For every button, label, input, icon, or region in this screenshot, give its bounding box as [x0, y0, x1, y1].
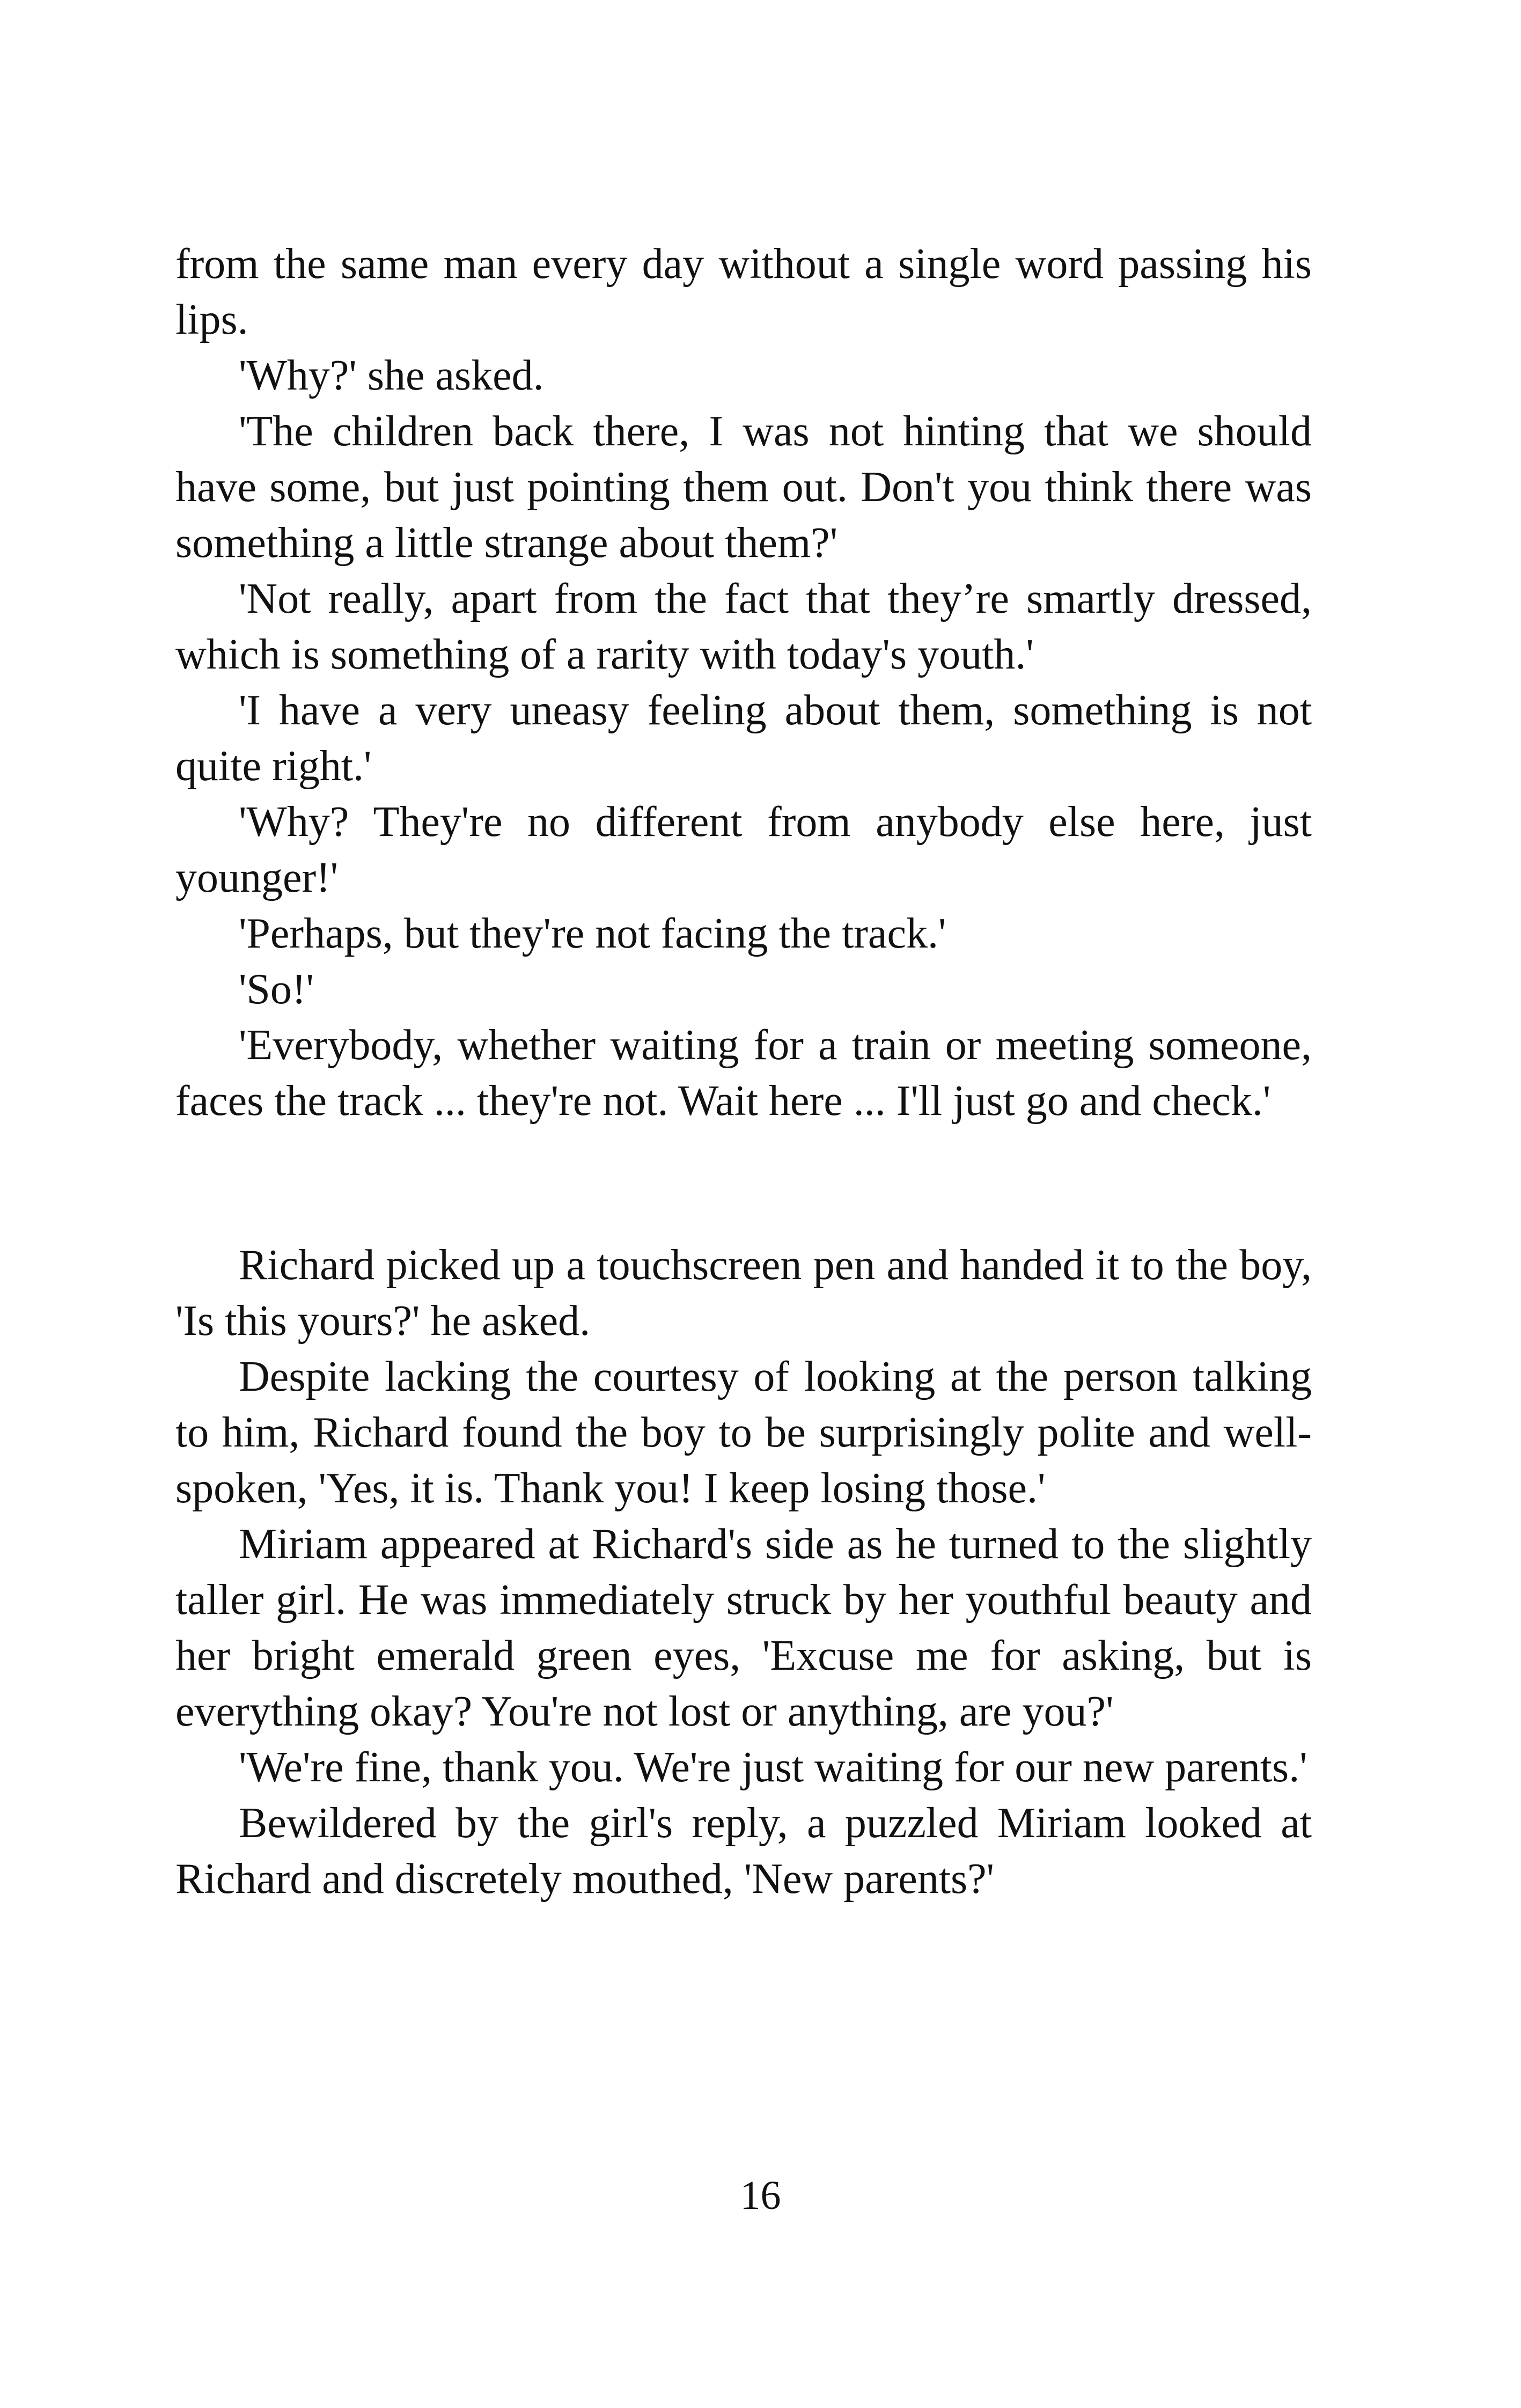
paragraph: 'The children back there, I was not hinting that we should have some, but just pointing them out. Don't you think there was something a little strange about them?'	[175, 408, 1312, 567]
paragraph: 'I have a very uneasy feeling about them, something is not quite right.'	[175, 687, 1312, 790]
paragraph: 'Why?' she asked.	[239, 352, 544, 399]
text-section-before-break	[175, 236, 1312, 1129]
paragraph: 'So!'	[239, 966, 314, 1013]
paragraph: 'Why? They're no different from anybody else here, just younger!'	[175, 798, 1312, 901]
paragraph: Miriam appeared at Richard's side as he turned to the slightly taller girl. He was immediately struck by her youthful beauty and her bright emerald green eyes, 'Excuse me for asking, but is everything okay? You're not lost or anything, are you?'	[175, 1521, 1312, 1735]
paragraph: Richard picked up a touchscreen pen and handed it to the boy, 'Is this yours?' he asked.	[175, 1242, 1312, 1345]
paragraph: Bewildered by the girl's reply, a puzzled Miriam looked at Richard and discretely mouthed, 'New parents?'	[175, 1800, 1312, 1903]
paragraph-continued: from the same man every day without a single word passing his lips.	[175, 240, 1312, 343]
paragraph: 'Everybody, whether waiting for a train or meeting someone, faces the track ... they're not. Wait here ... I'll just go and check.'	[175, 1022, 1312, 1125]
paragraph: 'Perhaps, but they're not facing the track.'	[239, 910, 946, 957]
text-section-after-break	[175, 1237, 1312, 1907]
page-number: 16	[740, 2173, 781, 2218]
paragraph: Despite lacking the courtesy of looking at the person talking to him, Richard found the boy to be surprisingly polite and well-spoken, 'Yes, it is. Thank you! I keep losing those.'	[175, 1353, 1312, 1512]
paragraph: 'We're fine, thank you. We're just waiting for our new parents.'	[239, 1744, 1307, 1791]
paragraph: 'Not really, apart from the fact that they’re smartly dressed, which is something of a rarity with today's youth.'	[175, 575, 1312, 678]
